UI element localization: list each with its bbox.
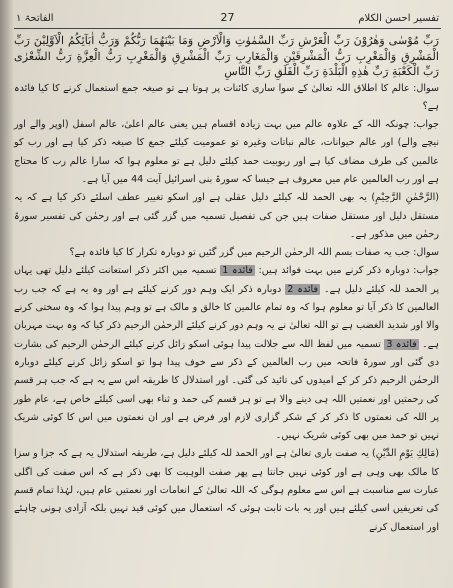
paragraph-answer-2 — [14, 262, 439, 445]
benefit-marker-3: فائدہ 3 — [386, 338, 417, 350]
verse-block: رَبِّ مُوْسٰی وَهٰرُوْنَ رَبِّ الْعَرْشِ رَبِّ السَّمٰوٰتِ وَالْاَرْضِ وَمَا بَيْنَهُمَا رَبُّكُمْ وَرَبُّ اٰبَآئِكُمُ الْاَوَّلِيْنَ رَبِّ الْمَشْرِقِ وَالْمَغْرِبِ رَبُّ الْمَشْرِقَيْنِ وَالْمَغَارِبِ رَبِّ الْمَشْرِقِ وَالْمَغْرِبِ رَبُّ الْعِزَّةِ رَبُّ الشِّعْرٰى رَبِّ الْكَعْبَةِ رَبِّ هٰذِهِ الْبَلْدَةِ رَبِّ الْفَلَقِ رَبِّ النَّاسِ — [14, 34, 439, 78]
paragraph-question-1: سوال: عالم کا اطلاق اللہ تعالیٰ کے سوا ساری کائنات پر ہوتا ہے تو صیغہ جمع استعمال کرنے کا کیا فائدہ ہے؟ — [14, 82, 439, 112]
benefit-marker-2: فائدہ 2 — [287, 283, 319, 295]
benefit-marker-1: فائدہ 1 — [222, 265, 253, 277]
benefit-3-continued: اور استدلال کا طریقہ اس سے یہ ہے کہ جب ہر قسم کی رحمتیں اور نعمتیں اللہ ہی دینے والا ہے تو ہر قسم کی حمد و ثناء بھی اسی کیلئے خاص ہے، عام طور پر اللہ کی نعمتوں کا ذکر کر کے شکر گزاری لازم اور فرض ہے اور ان نعمتوں میں اس کا کوئی شریک نہیں تو حمد میں بھی کوئی شریک نہیں۔ — [14, 375, 439, 442]
page-gutter-shadow — [0, 0, 14, 588]
paragraph-answer-1: جواب: چونکہ اللہ کے علاوہ عالم میں بہت زیادہ اقسام ہیں یعنی عالم اعلیٰ، عالم اسفل (اوپر والے اور نیچے والے) اور عالم حیوانات، عالم نباتات وغیرہ تو عمومیت کیلئے جمع کا صیغہ ذکر کیا ہے اور رب کو عالمین کی طرف مضاف کیا ہے اور ربوبیت حمد کیلئے دلیل ہے تو معلوم ہوا کہ سارا عالم رب کا محتاج ہے اور رب العالمین عام میں معروف ہے جیسا کہ سورۃ بنی اسرائیل آیت 44 میں آیا ہے۔ — [14, 119, 439, 185]
page-number: 27 — [220, 11, 235, 24]
paragraph-question-2: سوال: جب یہ صفات بسم اللہ الرحمٰن الرحیم میں گزر گئیں تو دوبارہ تکرار کا کیا فائدہ ہے؟ — [69, 247, 439, 259]
benefit-3-text: تسمیہ میں لفظ اللہ سے جلالت پیدا ہوئی اسکو زائل کرنے کیلئے الرحمٰن الرحیم کی بشارت دی گئی اور سورۃ فاتحہ میں رب العالمین کے ذکر سے خوف پیدا ہوا تو اسکو زائل کرنے کیلئے دوبارہ الرحمٰن الرحیم ذکر کر کے امیدوں کی تائید کی گئی۔ — [14, 338, 439, 387]
paragraph-malik: (مَالِكِ يَوْمِ الدِّيْنِ) یہ صفت باری تعالیٰ ہے اور الحمد للہ کیلئے دلیل ہے، طریقہ استدلال یہ ہے کہ جزا و سزا کا مالک بھی وہی ہے اور کوئی نہیں جانتا ہے پھر صفت الوہیت کا بھی ذکر ہے کہ اس صفت کی اگلی عبارت سے مناسبت ہے اس سے معلوم ہوگی کہ اللہ تعالیٰ کے انعامات اور نعمتیں عام ہیں، لہٰذا تمام قسم کی تعریفیں اسی کیلئے ہیں اور یہ بات ثابت ہوئی کہ استعمال میں کوئی قید نہیں بلکہ آزادی ہونی چاہئے اور استعمال کرنے — [14, 448, 439, 533]
page-header — [16, 11, 439, 29]
benefit-1-text: تسمیہ میں اکثر ذکر استعانت کیلئے دلیل تھی یہاں پر الحمد للہ کیلئے دلیل ہے۔ — [14, 265, 439, 295]
surah-name: الفاتحۃ ۱ — [16, 13, 54, 24]
benefit-2-text: دوبارہ ذکر ایک وہم دور کرنے کیلئے ہے اور وہ یہ ہے کہ جب رب العالمین کا ذکر آیا تو معلوم ہوا کہ وہ تمام عالمین کا خالق و مالک ہے تو وہم پیدا ہوا کہ وہ سختی کرنے والا اور شدید الغضب ہے تو اللہ تعالیٰ نے یہ وہم دور کرنے کیلئے الرحمٰن الرحیم ذکر کیا کہ وہ بہت مہربان ہے۔ — [14, 283, 439, 350]
paragraph-rahman: (الرَّحْمٰنِ الرَّحِيْمِ) یہ بھی الحمد للہ کیلئے دلیل عقلی ہے اور اسکو تغییر عطف اسلئے ذکر کیا ہے کہ یہ مستقل دلیل اور مستقل صفات ہیں جن کی تفصیل تسمیہ میں گزر گئی ہے اور رحمٰن کی تفسیر سورۃ رحمٰن میں مذکور ہے۔ — [14, 192, 439, 240]
answer-intro: جواب: دوبارہ ذکر کرنے میں بہت فوائد ہیں: — [258, 265, 439, 277]
book-title: تفسیر احسن الکلام — [358, 13, 439, 24]
header-divider — [14, 28, 441, 29]
page-body — [14, 33, 439, 537]
